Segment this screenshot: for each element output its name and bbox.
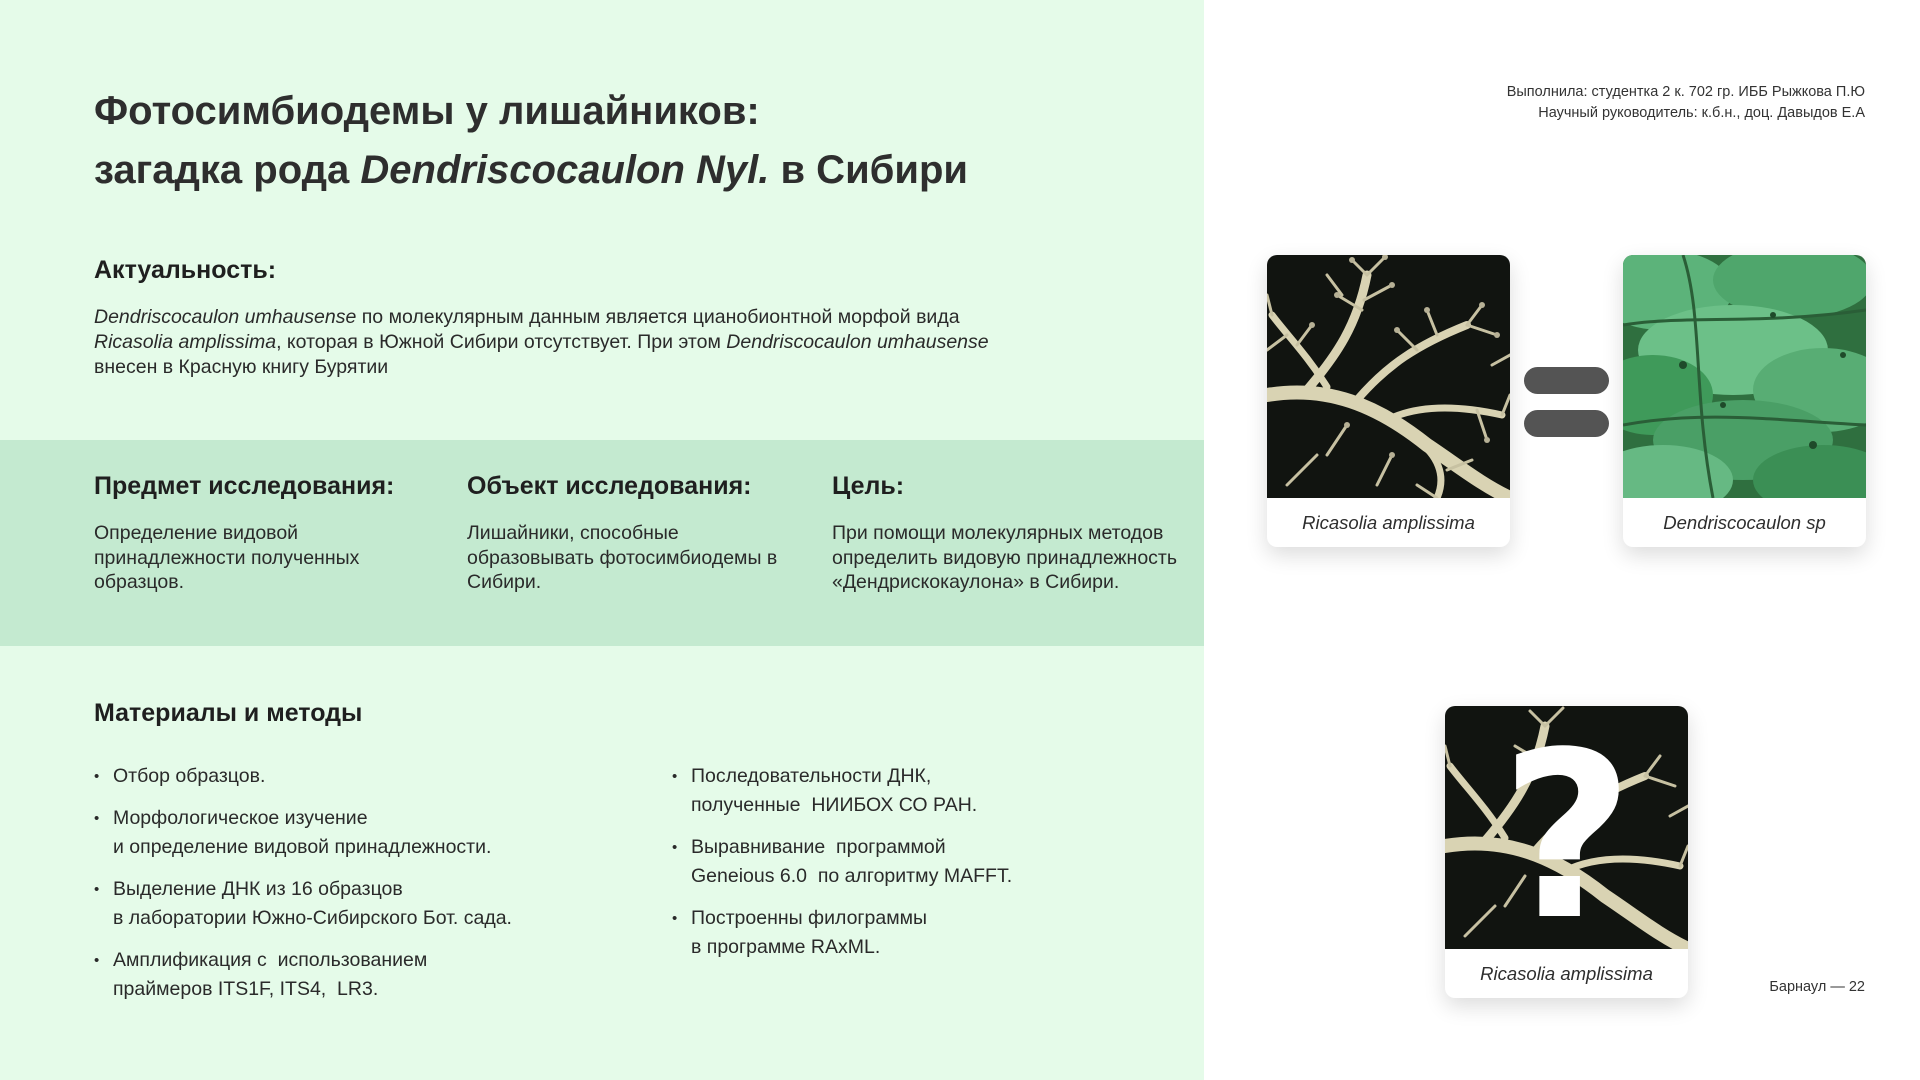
methods-heading: Материалы и методы xyxy=(94,699,363,727)
list-item-line: • Отбор образцов. xyxy=(113,765,266,787)
list-item-line: праймеров ITS1F, ITS4, LR3. xyxy=(113,978,379,1000)
list-item xyxy=(94,804,654,862)
footer-page-label: Барнаул — 22 xyxy=(1769,979,1865,995)
photo-card-ricasolia xyxy=(1267,255,1510,547)
methods-list-left xyxy=(94,762,654,1017)
list-item-line: Geneious 6.0 по алгоритму MAFFT. xyxy=(691,865,1013,887)
list-item-line: в программе RAxML. xyxy=(691,936,881,958)
title-genus: Dendriscocaulon Nyl. xyxy=(360,148,770,192)
subject-text: Определение видовой принадлежности полученных образцов. xyxy=(94,522,360,593)
title-line-2 xyxy=(94,141,968,200)
relevance-text-part: по молекулярным данным является цианобионтной морфой вида xyxy=(356,306,960,328)
list-item-line: • Амплификация с использованием xyxy=(113,949,428,971)
object-heading: Объект исследования: xyxy=(467,472,752,500)
lichen-photo xyxy=(1267,255,1510,498)
relevance-text-part: внесен в Красную книгу Бурятии xyxy=(94,356,389,378)
methods-list-right xyxy=(672,762,1172,975)
equals-icon-top-bar xyxy=(1524,367,1609,394)
author-line: Выполнила: студентка 2 к. 702 гр. ИББ Рыжкова П.Ю xyxy=(1506,84,1865,100)
question-mark-icon: ? xyxy=(1500,706,1634,949)
relevance-text xyxy=(94,305,1174,380)
list-item-line: в лаборатории Южно-Сибирского Бот. сада. xyxy=(113,907,512,929)
photo-card-unknown xyxy=(1445,706,1688,998)
photo-caption: Dendriscocaulon sp xyxy=(1663,512,1826,533)
lichen-photo xyxy=(1623,255,1866,498)
list-item-line: • Выравнивание программой xyxy=(691,836,946,858)
list-item xyxy=(94,946,654,1004)
list-item-line: • Морфологическое изучение xyxy=(113,807,368,829)
lichen-photo xyxy=(1445,706,1688,949)
list-item-line: • Выделение ДНК из 16 образцов xyxy=(113,878,403,900)
list-item-line: и определение видовой принадлежности. xyxy=(113,836,492,858)
title-line-2-post: в Сибири xyxy=(769,148,968,192)
list-item-line: • Построенны филограммы xyxy=(691,907,928,929)
photo-caption: Ricasolia amplissima xyxy=(1480,963,1653,984)
photo-caption: Ricasolia amplissima xyxy=(1302,512,1475,533)
species-name: Ricasolia amplissima xyxy=(94,331,277,353)
list-item xyxy=(672,833,1172,891)
species-name: Dendriscocaulon umhausense xyxy=(726,331,989,353)
object-text: Лишайники, способные образовывать фотосимбиодемы в Сибири. xyxy=(467,522,778,593)
subject-heading: Предмет исследования: xyxy=(94,472,395,500)
authors-block xyxy=(1507,82,1865,124)
list-item-line: • Последовательности ДНК, xyxy=(691,765,932,787)
relevance-text-part: , которая в Южной Сибири отсутствует. При этом xyxy=(276,331,727,353)
goal-heading: Цель: xyxy=(832,472,905,500)
title-line-1: Фотосимбиодемы у лишайников: xyxy=(94,89,760,133)
list-item xyxy=(672,762,1172,820)
supervisor-line: Научный руководитель: к.б.н., доц. Давыдов Е.А xyxy=(1538,105,1865,121)
title-line-2-pre: загадка рода xyxy=(94,148,361,192)
list-item xyxy=(94,875,654,933)
species-name: Dendriscocaulon umhausense xyxy=(94,306,357,328)
list-item xyxy=(94,762,654,791)
page-title xyxy=(94,82,968,200)
goal-text: При помощи молекулярных методов определить видовую принадлежность «Дендрискокаулона» в Сибири. xyxy=(832,522,1178,593)
list-item xyxy=(672,904,1172,962)
equals-icon-bottom-bar xyxy=(1524,410,1609,437)
photo-card-dendriscocaulon xyxy=(1623,255,1866,547)
relevance-heading: Актуальность: xyxy=(94,256,277,284)
list-item-line: полученные НИИБОХ СО РАН. xyxy=(691,794,978,816)
